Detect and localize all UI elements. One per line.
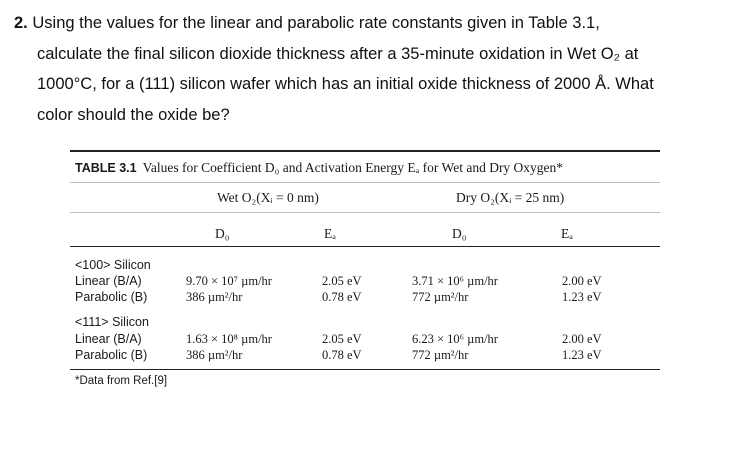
table-bottom-rule: [70, 369, 660, 370]
table-top-rule: [70, 150, 660, 152]
question-line-3: 1000°C, for a (111) silicon wafer which has an initial oxide thickness of 2000 Å. What: [37, 75, 654, 93]
cell-dry-d0: 3.71 × 10⁶ µm/hr: [412, 274, 498, 288]
row-label: Parabolic (B): [75, 290, 148, 304]
question-text: [14, 8, 740, 130]
cell-dry-ea: 1.23 eV: [562, 290, 602, 304]
caption-rule: [70, 182, 660, 183]
cell-dry-ea: 2.00 eV: [562, 332, 602, 346]
section-title-111: <111> Silicon: [75, 315, 149, 329]
cell-dry-d0: 6.23 × 10⁶ µm/hr: [412, 332, 498, 346]
table-caption: [75, 160, 563, 176]
cell-dry-d0: 772 µm²/hr: [412, 290, 469, 304]
cell-wet-ea: 2.05 eV: [322, 332, 362, 346]
row-label: Linear (B/A): [75, 274, 142, 288]
cell-wet-d0: 1.63 × 10⁸ µm/hr: [186, 332, 272, 346]
question-line-1: 2. Using the values for the linear and parabolic rate constants given in Table 3.1,: [14, 14, 600, 32]
row-label: Parabolic (B): [75, 348, 148, 362]
cell-dry-d0: 772 µm²/hr: [412, 348, 469, 362]
col-header-d0-dry: D₀: [452, 226, 467, 241]
section-title-100: <100> Silicon: [75, 258, 151, 272]
table-caption-text: Values for Coefficient D₀ and Activation Energy Eₐ for Wet and Dry Oxygen*: [142, 160, 564, 175]
cell-dry-ea: 1.23 eV: [562, 348, 602, 362]
col-header-ea-dry: Eₐ: [561, 226, 573, 241]
table-footnote: *Data from Ref.[9]: [75, 375, 168, 387]
cell-wet-d0: 386 µm²/hr: [186, 290, 243, 304]
group-rule: [70, 212, 660, 213]
row-label: Linear (B/A): [75, 332, 142, 346]
table-caption-number: TABLE 3.1: [75, 161, 137, 175]
table-3-1: [70, 150, 660, 395]
cell-wet-ea: 2.05 eV: [322, 274, 362, 288]
cell-dry-ea: 2.00 eV: [562, 274, 602, 288]
header-rule: [70, 246, 660, 247]
col-header-d0-wet: D₀: [215, 226, 230, 241]
question-line-4: color should the oxide be?: [37, 105, 230, 124]
group-header-dry: Dry O₂(Xᵢ = 25 nm): [456, 190, 565, 205]
cell-wet-ea: 0.78 eV: [322, 290, 362, 304]
group-header-wet: Wet O₂(Xᵢ = 0 nm): [217, 190, 319, 205]
cell-wet-d0: 9.70 × 10⁷ µm/hr: [186, 274, 272, 288]
cell-wet-ea: 0.78 eV: [322, 348, 362, 362]
col-header-ea-wet: Eₐ: [324, 226, 336, 241]
cell-wet-d0: 386 µm²/hr: [186, 348, 243, 362]
question-line-2: calculate the final silicon dioxide thickness after a 35-minute oxidation in Wet O₂ at: [37, 44, 639, 63]
question-number: 2.: [14, 14, 28, 32]
